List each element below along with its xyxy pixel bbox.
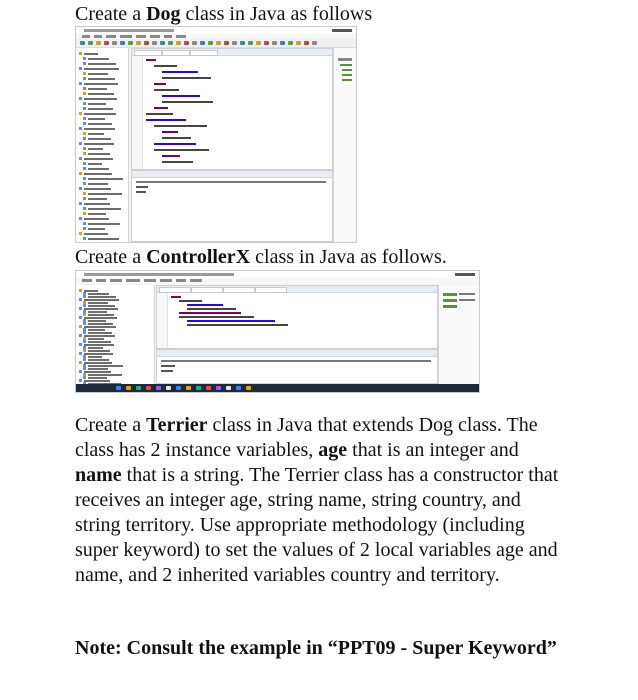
terrier-instructions: Create a Terrier class in Java that extends Dog class. The class has 2 instance variables, age that is an integer and name that is a string. The Terrier class has a constructor that receives an integer age, string name, string country, and string territory. Use appropriate methodology (including super keyword) to set the values of 2 local variables age and name, and 2 inherited variables country and territory. xyxy=(75,414,559,586)
heading-controllerx-class: Create a ControllerX class in Java as follows. xyxy=(75,246,447,268)
eclipse-screenshot-controllerx xyxy=(75,270,480,393)
package-explorer-panel xyxy=(76,285,155,392)
code-editor-panel xyxy=(156,285,438,349)
note-reference: Note: Consult the example in “PPT09 - Super Keyword” xyxy=(75,637,557,659)
package-explorer-panel xyxy=(76,48,129,242)
console-panel xyxy=(131,170,333,242)
outline-panel xyxy=(438,285,479,392)
heading-dog-class: Create a Dog class in Java as follows xyxy=(75,3,373,25)
eclipse-screenshot-dog xyxy=(75,26,357,243)
code-editor-panel xyxy=(131,48,333,170)
console-panel xyxy=(156,349,438,384)
outline-panel xyxy=(333,48,356,242)
windows-taskbar xyxy=(76,384,479,392)
